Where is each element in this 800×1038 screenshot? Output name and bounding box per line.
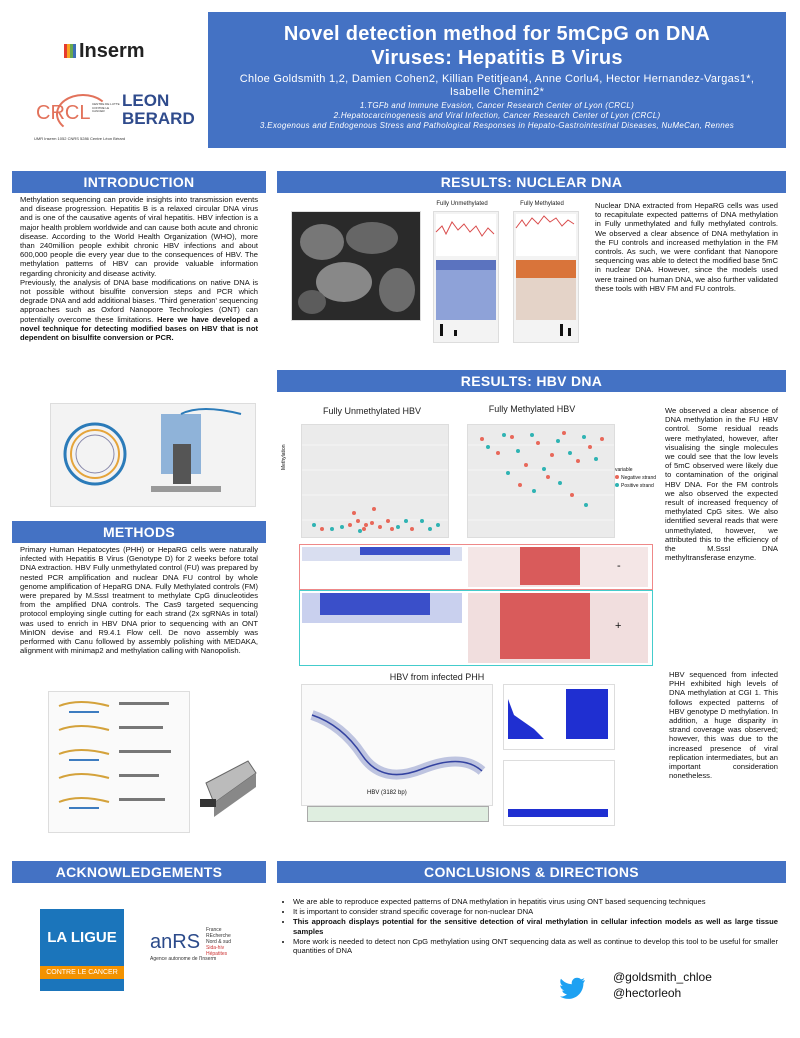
twitter-handle-1[interactable]: @goldsmith_chloe xyxy=(613,970,712,984)
methods-workflow-figure xyxy=(48,691,190,833)
conclusions-panel xyxy=(277,861,786,1026)
nuclear-fm-label: Fully Methylated xyxy=(520,201,564,207)
nuclear-text: Nuclear DNA extracted from HepaRG cells was used to recapitulate expected patterns of DNA methylation in Fully unmethylated and fully methylated controls. We observed a clear absence of DNA methylation in the FU controls and increased methylation in the FM controls. As such, we were confidant that Nanopore sequencing was able to detect the modified base 5mC in nuclear DNA. However, since the models used were trained on human DNA, we also further validated these tools with HBV FM and FU controls. xyxy=(595,201,778,293)
affiliations: 1.TGFb and Immune Evasion, Cancer Research Center of Lyon (CRCL) 2.Hepatocarcinogenesis and Viral Infection, Cancer Research Center of Lyon (CRCL) 3.Exogenous and Endogenous Stress and Pathological Responses in Hepato-Gastrointestinal Diseases, NuMeCan, Rennes xyxy=(259,101,735,130)
hbv-reads-plus-plot xyxy=(300,591,652,665)
conclusion-item: • More work is needed to detect non CpG methylation using ONT sequencing data as well as continue to develop this tool to be useful for smaller quantities of DNA xyxy=(293,937,778,955)
phh-genome-track xyxy=(307,806,489,822)
microscopy-cells xyxy=(292,212,420,320)
introduction-heading: INTRODUCTION xyxy=(12,171,266,193)
poster-title: Novel detection method for 5mCpG on DNA Viruses: Hepatitis B Virus xyxy=(283,23,711,69)
inserm-icon xyxy=(64,44,76,58)
leon-berard-logo: LEON BERARD xyxy=(122,91,195,128)
neg-strand-swatch xyxy=(615,475,619,479)
hbv-reads-minus-plot xyxy=(300,545,652,589)
hbv-heading: RESULTS: HBV DNA xyxy=(277,370,786,392)
hbv-ylabel: Methylation xyxy=(281,444,287,470)
logo-panel xyxy=(12,12,204,148)
conclusions-heading: CONCLUSIONS & DIRECTIONS xyxy=(277,861,786,883)
phh-curve xyxy=(302,685,492,805)
anrs-logo: anRS France REcherche Nord & sud Sida-hiv Hépatites Agence autonome de l'Inserm xyxy=(150,927,232,962)
logo-footer-text: UMR Inserm 1052 CNRS 5286 Centre Léon Bérard xyxy=(34,136,126,141)
pos-strand-swatch xyxy=(615,483,619,487)
leon-berard-sub: CENTRE DE LUTTE CONTRE LE CANCER xyxy=(92,102,120,113)
hbv-reads-plus xyxy=(299,590,653,666)
hbv-panel xyxy=(277,370,786,839)
phh-methylation-plot xyxy=(301,684,493,806)
conclusion-item: • It is important to consider strand specific coverage for non-nuclear DNA xyxy=(293,907,778,916)
anrs-lines: France REcherche Nord & sud Sida-hiv Hépatites xyxy=(206,927,232,957)
twitter-handle-2[interactable]: @hectorleoh xyxy=(613,986,682,1000)
nuclear-fu-heatmap xyxy=(434,212,498,342)
cell-microscopy-image xyxy=(291,211,421,321)
hbv-genome-figure xyxy=(50,403,256,507)
hbv-plus-label: + xyxy=(615,620,622,632)
nuclear-panel xyxy=(277,171,786,358)
phh-coverage-neg xyxy=(503,684,615,750)
methods-panel xyxy=(12,521,266,839)
twitter-handles xyxy=(613,969,712,1001)
phh-coverage-neg-plot xyxy=(504,685,614,749)
hbv-reads-minus xyxy=(299,544,653,590)
introduction-panel xyxy=(12,171,266,510)
hbv-text-1: We observed a clear absence of DNA methylation in the FU HBV control. Some residual reads were methylated, however, after visualising the single molecules we could see that the low levels of 5mC observed were likely due to contamination of the original HBV DNA. For the FM controls we also observed the expected result of increased frequency of methylated CpG sites. We also identified several reads that were unmethylated, however, we attributed this to the efficiency of the M.SssI DNA methyltransferase enzyme. xyxy=(665,406,778,563)
authors: Chloe Goldsmith 1,2, Damien Cohen2, Killian Petitjean4, Anne Corlu4, Hector Hernandez-Vargas1*, Isabelle Chemin2* xyxy=(239,73,755,98)
hbv-fu-points xyxy=(302,425,448,537)
hbv-fu-title: Fully Unmethylated HBV xyxy=(322,406,422,416)
conclusion-item: • We are able to reproduce expected patterns of DNA methylation in hepatitis virus using ONT based sequencing techniques xyxy=(293,897,778,906)
hbv-minus-label: - xyxy=(617,560,621,572)
nuclear-fm-plot xyxy=(513,211,579,343)
methods-text: Primary Human Hepatocytes (PHH) or HepaRG cells were naturally infected with Hepatitis B Virus (Genotype D) for 2 weeks before total DNA extraction. HBV Fully unmethylated control (FU) was prepared by nested PCR amplification and nuclear DNA FU control by whole genome amplification of HepaRG DNA. Fully Methylated controls (FM) were prepared by M.SssI treatment to methylate CpG dinucleotides from the amplified DNA controls. The Cas9 targeted sequencing protocol employing single cutting for each strand (2x sgRNAs in total) was used to enrich in HBV DNA prior to sequencing with an ONT MinION devise and R9.4.1 Flow cell. De novo assembly was performed with Canu followed by assembly polishing with MEDAKA, alignment with minimap2 and methylation calling with Nanopolish. xyxy=(20,545,258,656)
nuclear-fu-plot xyxy=(433,211,499,343)
crcl-logo: CRCL xyxy=(36,102,91,124)
workflow-diagram xyxy=(49,692,189,832)
nuclear-fm-heatmap xyxy=(514,212,578,342)
acknowledgements-heading: ACKNOWLEDGEMENTS xyxy=(12,861,266,883)
hbv-text-2: HBV sequenced from infected PHH exhibited high levels of DNA methylation at CGI 1. This follows expected patterns of HBV genotype D methylation. In addition, a huge disparity in strand coverage was observed; however, this was due to the increased presence of viral replication intermediates, but an important consideration nonetheless. xyxy=(669,670,778,781)
methods-heading: METHODS xyxy=(12,521,266,543)
minion-device-image xyxy=(198,753,258,823)
crcl-ring-icon xyxy=(56,94,110,134)
phh-title: HBV from infected PHH xyxy=(389,672,485,682)
inserm-logo: Inserm xyxy=(64,40,145,63)
hbv-legend: variable Negative strand Positive strand xyxy=(615,467,657,489)
phh-coverage-pos xyxy=(503,760,615,826)
nuclear-heading: RESULTS: NUCLEAR DNA xyxy=(277,171,786,193)
hbv-genome-diagram xyxy=(51,404,255,506)
twitter-icon xyxy=(559,977,587,999)
conclusions-list xyxy=(279,897,778,956)
hbv-fu-scatter xyxy=(301,424,449,538)
phh-axis-label: HBV (3182 bp) xyxy=(367,790,407,796)
introduction-text: Methylation sequencing can provide insights into transmission events and disease progression. Hepatitis B is a relaxed circular DNA virus and is one of the causative agents of viral hepatitis. HBV infection is a major health problem worldwide and can cause both acute and chronic disease. According to the World Health Organization (WHO), more than 240million people exhibit chronic HBV infections and about 600,000 people die every year due to the consequences of HBV. The methylation patterns of HBV can provide valuable information regarding chronicity and disease activity. Previously, the analysis of DNA base modifications on native DNA is not possible without bisulfite conversion steps and PCR which degrade DNA and add additional biases. 'Third generation' sequencing approaches such as Oxford Nanopore Technologies (ONT) can potentially overcome these limitations. Here we have developed a novel technique for detecting modified bases on HBV that is not dependent on bisulfite conversion or PCR. xyxy=(20,195,259,343)
nuclear-fu-label: Fully Unmethylated xyxy=(436,201,488,207)
hbv-fm-points xyxy=(468,425,614,537)
hbv-fm-title: Fully Methylated HBV xyxy=(488,404,576,414)
acknowledgements-panel xyxy=(12,861,266,1026)
title-banner xyxy=(208,12,786,148)
phh-coverage-pos-plot xyxy=(504,761,614,825)
hbv-fm-scatter xyxy=(467,424,615,538)
ligue-logo: LA LIGUE CONTRE LE CANCER xyxy=(40,909,124,991)
conclusion-item: • This approach displays potential for the sensitive detection of viral methylation in cellular infection models as well as large tissue samples xyxy=(293,917,778,935)
